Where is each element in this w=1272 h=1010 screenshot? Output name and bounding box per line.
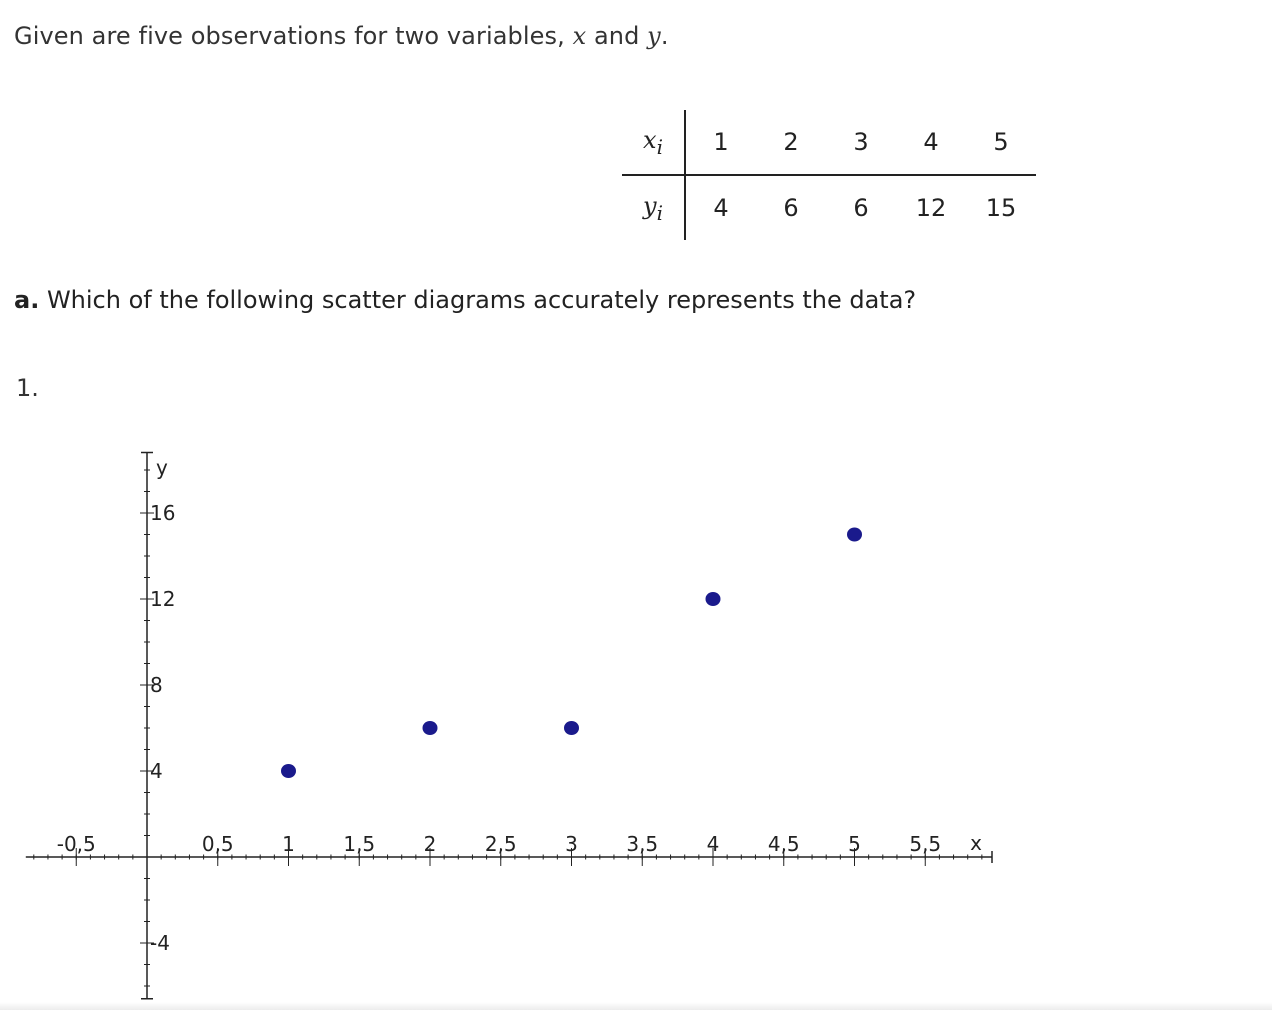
x-tick-label: 4,5	[767, 832, 800, 856]
x-value: 5	[966, 110, 1036, 175]
x-tick-label: 4	[706, 832, 720, 856]
row-label-y-var: y	[643, 191, 657, 220]
x-tick-label: 5,5	[909, 832, 942, 856]
data-point	[706, 592, 721, 606]
data-point	[847, 528, 862, 542]
y-value: 15	[985, 194, 1017, 222]
x-value: 3	[826, 110, 896, 175]
x-tick-label: 1,5	[343, 832, 376, 856]
x-tick-label: 0,5	[201, 832, 234, 856]
y-tick-label: 8	[150, 673, 163, 697]
y-tick-label: 12	[150, 587, 176, 611]
var-x: x	[572, 22, 587, 50]
y-tick-label: -4	[150, 931, 170, 955]
x-tick-label: 1	[282, 832, 295, 856]
data-point	[423, 721, 438, 735]
y-tick-label: 16	[150, 501, 176, 525]
chart-points	[281, 528, 862, 779]
row-label-y-sub: i	[656, 200, 663, 225]
y-value: 6	[783, 194, 799, 222]
intro-text-before: Given are five observations for two variables,	[14, 22, 573, 50]
bottom-edge	[0, 1002, 1272, 1010]
intro-text-after: .	[660, 22, 669, 50]
row-label-x-var: x	[643, 125, 657, 154]
x-value: 4	[896, 110, 966, 175]
y-tick-label: 4	[150, 759, 163, 783]
x-value: 2	[756, 110, 826, 175]
chart-ticks	[34, 456, 982, 987]
x-tick-label: 3,5	[626, 832, 659, 856]
question-part-label: a.	[14, 286, 40, 314]
option-number: 1.	[16, 374, 39, 402]
y-axis-label: y	[156, 455, 168, 480]
question-body: Which of the following scatter diagrams accurately represents the data?	[39, 286, 917, 314]
y-value: 12	[915, 194, 947, 222]
intro-text-and: and	[586, 22, 648, 50]
row-label-x-sub: i	[656, 134, 663, 159]
data-point	[281, 764, 296, 778]
x-tick-label: -0,5	[56, 832, 96, 856]
x-tick-label: 2	[423, 832, 437, 856]
x-value: 1	[685, 110, 756, 175]
x-tick-label: 3	[565, 832, 578, 856]
x-axis-label: x	[970, 831, 982, 855]
x-tick-label: 2,5	[484, 832, 517, 856]
y-value: 6	[853, 194, 869, 222]
y-value: 4	[713, 194, 729, 222]
var-y: y	[647, 22, 661, 50]
x-tick-label: 5	[848, 832, 861, 856]
data-point	[564, 721, 579, 735]
